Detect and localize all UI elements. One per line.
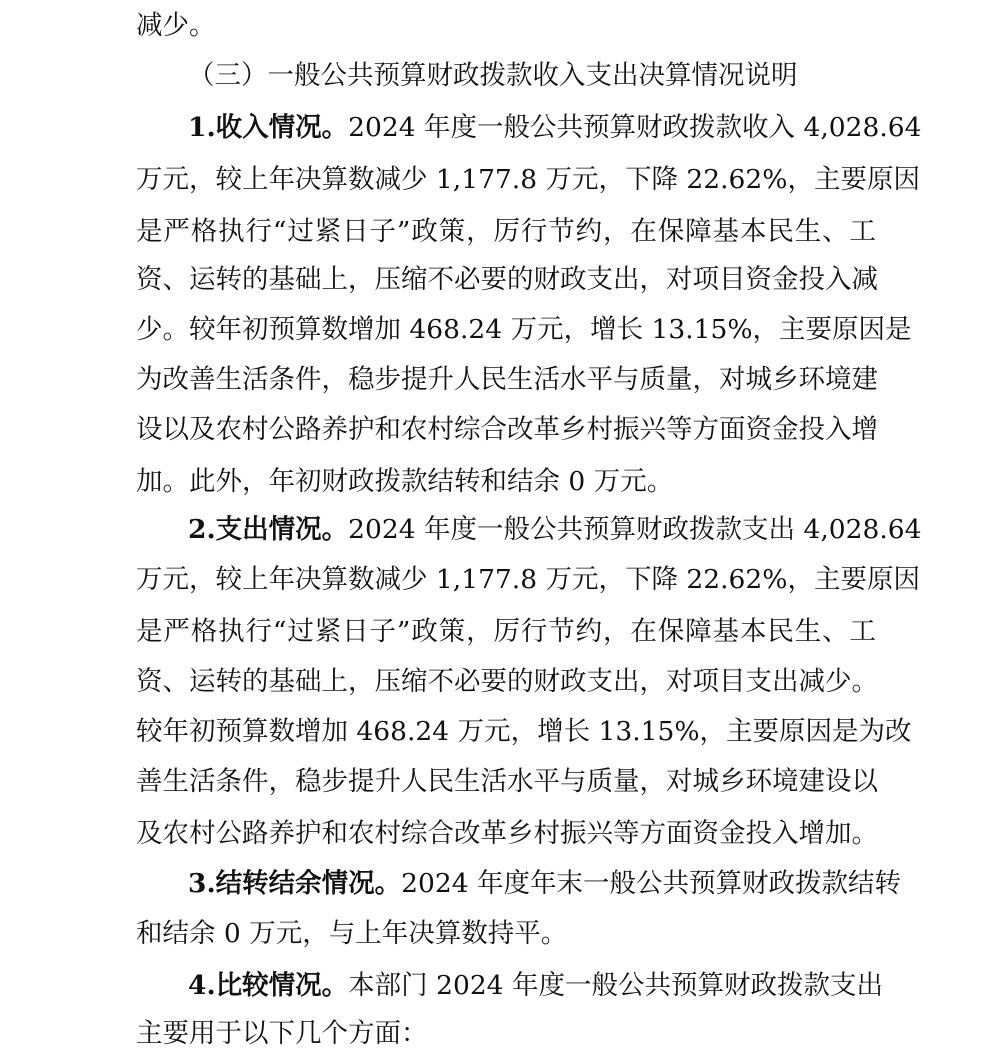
paragraph-line: 少。较年初预算数增加 468.24 万元，增长 13.15%，主要原因是 [136, 314, 912, 345]
paragraph-line: 万元，较上年决算数减少 1,177.8 万元，下降 22.62%，主要原因 [136, 164, 920, 195]
paragraph-line: 主要用于以下几个方面： [136, 1018, 428, 1049]
paragraph-line: 较年初预算数增加 468.24 万元，增长 13.15%，主要原因是为改 [136, 716, 912, 747]
item-2-first-line [188, 504, 922, 556]
paragraph-line: 资、运转的基础上，压缩不必要的财政支出，对项目资金投入减 [136, 264, 878, 295]
paragraph-line: 加。此外，年初财政拨款结转和结余 0 万元。 [136, 466, 674, 497]
item-4-first-line [188, 960, 883, 1012]
carry-over-line: 减少。 [136, 10, 216, 41]
paragraph-line: 是严格执行“过紧日子”政策，厉行节约，在保障基本民生、工 [136, 216, 876, 247]
item-1-text: 2024 年度一般公共预算财政拨款收入 4,028.64 [348, 112, 922, 143]
item-1-title: 1.收入情况。 [188, 112, 349, 143]
item-2-text: 2024 年度一般公共预算财政拨款支出 4,028.64 [348, 514, 922, 545]
item-3-text: 2024 年度年末一般公共预算财政拨款结转 [401, 868, 902, 899]
item-2-title: 2.支出情况。 [188, 514, 349, 545]
paragraph-line: 及农村公路养护和农村综合改革乡村振兴等方面资金投入增加。 [136, 818, 878, 849]
paragraph-line: 善生活条件，稳步提升人民生活水平与质量，对城乡环境建设以 [136, 766, 878, 797]
paragraph-line: 设以及农村公路养护和农村综合改革乡村振兴等方面资金投入增 [136, 414, 878, 445]
paragraph-line: 为改善生活条件，稳步提升人民生活水平与质量，对城乡环境建 [136, 364, 878, 395]
paragraph-line: 和结余 0 万元，与上年决算数持平。 [136, 918, 568, 949]
section-heading: （三）一般公共预算财政拨款收入支出决算情况说明 [188, 60, 798, 91]
paragraph-line: 资、运转的基础上，压缩不必要的财政支出，对项目支出减少。 [136, 666, 878, 697]
item-3-first-line [188, 858, 902, 910]
item-1-first-line [188, 102, 922, 154]
item-4-title: 4.比较情况。 [188, 970, 349, 1001]
item-3-title: 3.结转结余情况。 [188, 868, 402, 899]
paragraph-line: 万元，较上年决算数减少 1,177.8 万元，下降 22.62%，主要原因 [136, 564, 920, 595]
paragraph-line: 是严格执行“过紧日子”政策，厉行节约，在保障基本民生、工 [136, 616, 876, 647]
item-4-text: 本部门 2024 年度一般公共预算财政拨款支出 [348, 970, 883, 1001]
